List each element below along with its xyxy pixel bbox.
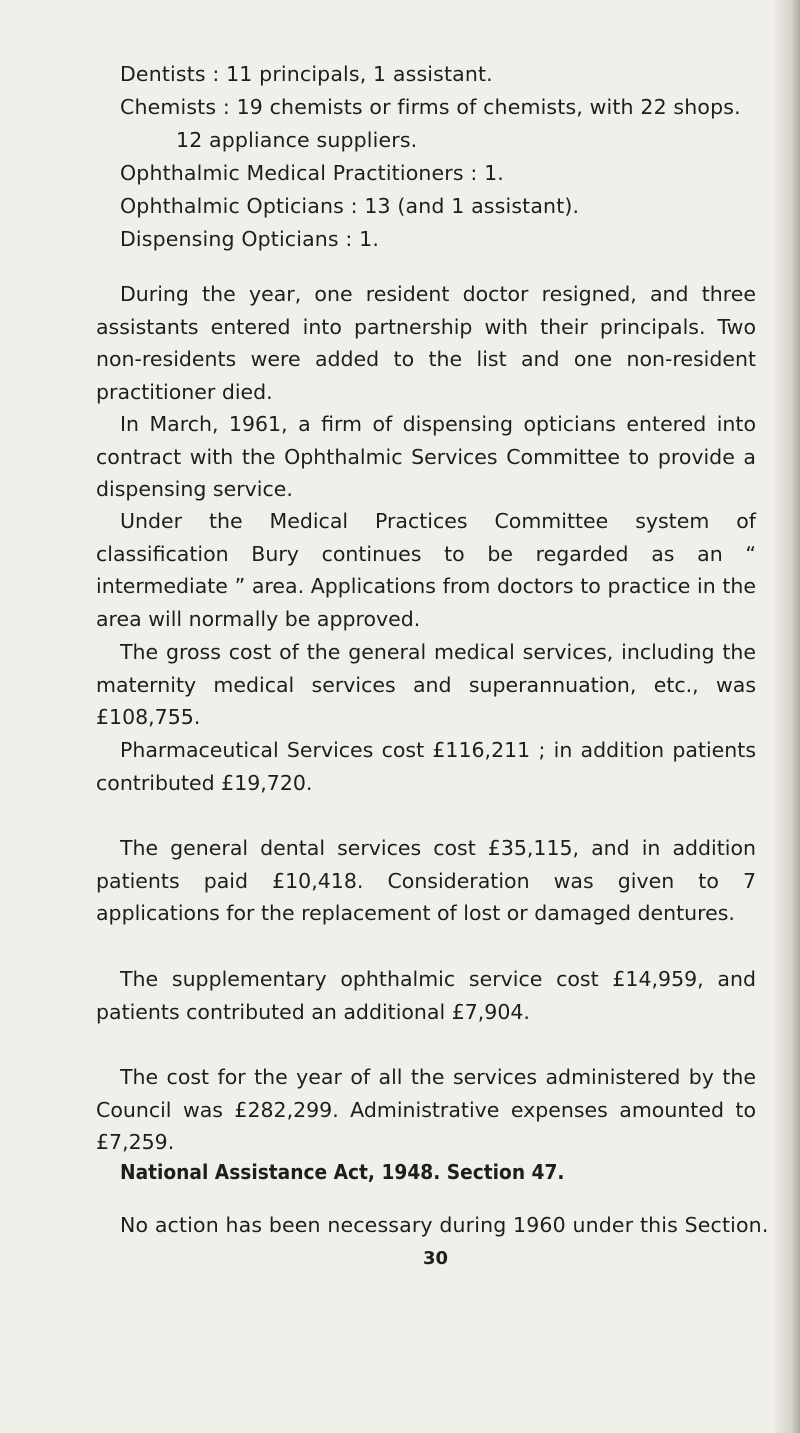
resignations-paragraph: During the year, one resident doctor resigned, and three assistants entered into partnership with their principals. Two non-residents were added to the list and one non-resident practitioner died. xyxy=(96,282,756,404)
dispensing-contract-paragraph: In March, 1961, a firm of dispensing opticians entered into contract with the Ophthalmic Services Committee to provide a dispensing service. xyxy=(96,412,756,502)
ophthalmic-paragraph: The supplementary ophthalmic service cost £14,959, and patients contributed an additional £7,904. xyxy=(96,967,756,1024)
gross-cost-paragraph: The gross cost of the general medical services, including the maternity medical services and superannuation, etc., was £108,755. xyxy=(96,640,756,730)
classification-paragraph: Under the Medical Practices Committee system of classification Bury continues to be regarded as an “ intermediate ” area. Applications from doctors to practice in the area will normally be approved. xyxy=(96,509,756,631)
ophthalmic-opticians-line: Ophthalmic Opticians : 13 (and 1 assistant). xyxy=(120,194,580,218)
page-number: 30 xyxy=(423,1248,449,1269)
chemists-line: Chemists : 19 chemists or firms of chemists, with 22 shops. xyxy=(120,95,741,119)
dispensing-opticians-line: Dispensing Opticians : 1. xyxy=(120,227,380,251)
appliance-suppliers-line: 12 appliance suppliers. xyxy=(176,128,418,152)
page-edge-shadow xyxy=(772,0,800,1433)
pharmaceutical-paragraph: Pharmaceutical Services cost £116,211 ; in addition patients contributed £19,720. xyxy=(96,738,756,795)
total-cost-paragraph: The cost for the year of all the services administered by the Council was £282,299. Administrative expenses amounted to £7,259. xyxy=(96,1065,756,1155)
section-body: No action has been necessary during 1960 under this Section. xyxy=(120,1213,769,1237)
section-heading: National Assistance Act, 1948. Section 47. xyxy=(120,1160,565,1184)
ophthalmic-medical-line: Ophthalmic Medical Practitioners : 1. xyxy=(120,161,504,185)
dentists-line: Dentists : 11 principals, 1 assistant. xyxy=(120,62,493,86)
dental-paragraph: The general dental services cost £35,115, and in addition patients paid £10,418. Consideration was given to 7 applications for the replacement of lost or damaged dentures. xyxy=(96,836,756,926)
